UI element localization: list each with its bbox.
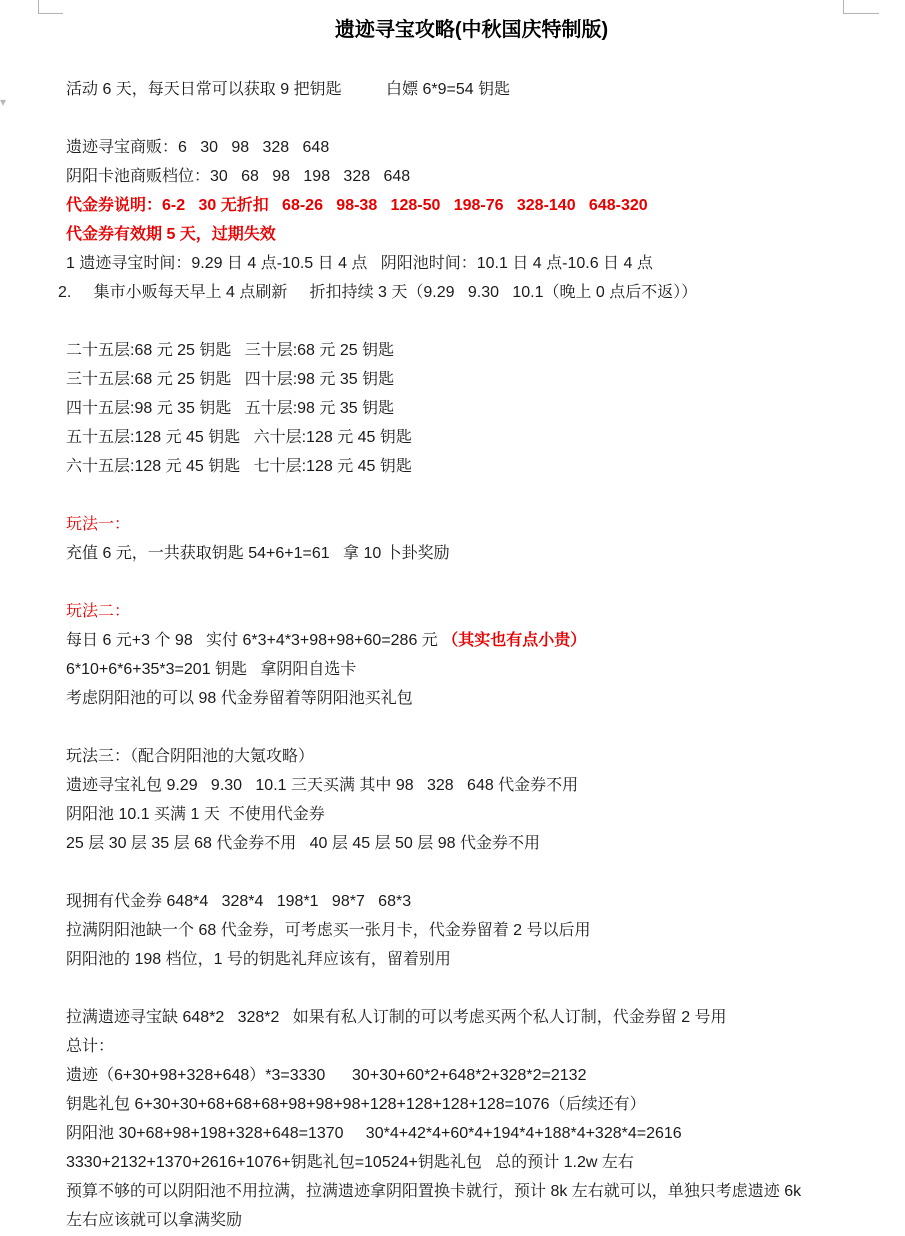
paragraph (66, 365, 877, 394)
text-segment: 三十五层:68 元 25 钥匙 四十层:98 元 35 钥匙 (66, 371, 395, 388)
blank-line (66, 481, 877, 510)
text-segment: 代金券有效期 5 天，过期失效 (66, 226, 276, 243)
collapse-arrow-icon: ▾ (0, 95, 7, 109)
text-segment: 玩法二： (66, 603, 131, 620)
text-boundary-mark-right-icon (843, 0, 879, 14)
blank-line (66, 568, 877, 597)
paragraph (66, 684, 877, 713)
text-segment: 1 遗迹寻宝时间：9.29 日 4 点-10.5 日 4 点 阴阳池时间：10.1 日 4 点-10.6 日 4 点 (66, 255, 653, 272)
paragraph (66, 945, 877, 974)
document-body (0, 75, 905, 1235)
text-segment: 阴阳卡池商贩档位：30 68 98 198 328 648 (66, 168, 411, 185)
paragraph (66, 423, 877, 452)
text-segment: 3330+2132+1370+2616+1076+钥匙礼包=10524+钥匙礼包 总的预计 1.2w 左右 (66, 1154, 634, 1171)
text-boundary-mark-left-icon (38, 0, 63, 14)
paragraph (66, 249, 877, 278)
paragraph (66, 220, 877, 249)
text-segment: 6*10+6*6+35*3=201 钥匙 拿阴阳自选卡 (66, 661, 357, 678)
paragraph (66, 1003, 877, 1032)
paragraph (66, 1177, 877, 1206)
paragraph (66, 452, 877, 481)
paragraph (66, 1032, 877, 1061)
text-segment: 考虑阴阳池的可以 98 代金券留着等阴阳池买礼包 (66, 690, 413, 707)
text-segment: 25 层 30 层 35 层 68 代金券不用 40 层 45 层 50 层 98 代金券不用 (66, 835, 540, 852)
paragraph (66, 191, 877, 220)
paragraph (66, 1061, 877, 1090)
blank-line (66, 974, 877, 1003)
text-segment: 遗迹（6+30+98+328+648）*3=3330 30+30+60*2+648*2+328*2=2132 (66, 1067, 587, 1084)
paragraph (66, 655, 877, 684)
text-segment: 左右应该就可以拿满奖励 (66, 1212, 243, 1229)
text-segment: 阴阳池 10.1 买满 1 天 不使用代金券 (66, 806, 325, 823)
blank-line (66, 858, 877, 887)
text-segment: 四十五层:98 元 35 钥匙 五十层:98 元 35 钥匙 (66, 400, 395, 417)
paragraph (66, 394, 877, 423)
paragraph (66, 510, 877, 539)
paragraph (66, 336, 877, 365)
text-segment: 遗迹寻宝礼包 9.29 9.30 10.1 三天买满 其中 98 328 648 代金券不用 (66, 777, 579, 794)
document-title: 遗迹寻宝攻略(中秋国庆特制版) (334, 19, 609, 41)
text-segment: （其实也有点小贵） (442, 632, 587, 649)
text-segment: 现拥有代金券 648*4 328*4 198*1 98*7 68*3 (66, 893, 412, 910)
paragraph (66, 162, 877, 191)
paragraph (66, 539, 877, 568)
text-segment: 2. 集市小贩每天早上 4 点刷新 折扣持续 3 天（9.29 9.30 10.1（晚上 0 点后不返）） (58, 284, 698, 301)
paragraph (66, 1206, 877, 1235)
text-segment: 总计： (66, 1038, 115, 1055)
paragraph (66, 742, 877, 771)
paragraph (58, 278, 877, 307)
text-segment: 六十五层:128 元 45 钥匙 七十层:128 元 45 钥匙 (66, 458, 412, 475)
paragraph (66, 133, 877, 162)
paragraph (66, 771, 877, 800)
paragraph (66, 887, 877, 916)
text-segment: 拉满阴阳池缺一个 68 代金券，可考虑买一张月卡，代金券留着 2 号以后用 (66, 922, 591, 939)
text-segment: 玩法一： (66, 516, 131, 533)
paragraph (66, 1119, 877, 1148)
paragraph (66, 800, 877, 829)
blank-line (66, 104, 877, 133)
paragraph (66, 916, 877, 945)
text-segment: 活动 6 天，每天日常可以获取 9 把钥匙 白嫖 6*9=54 钥匙 (66, 81, 511, 98)
text-segment: 五十五层:128 元 45 钥匙 六十层:128 元 45 钥匙 (66, 429, 412, 446)
text-segment: 代金券说明：6-2 30 无折扣 68-26 98-38 128-50 198-76 328-140 648-320 (66, 197, 648, 214)
text-segment: 阴阳池 30+68+98+198+328+648=1370 30*4+42*4+60*4+194*4+188*4+328*4=2616 (66, 1125, 682, 1142)
blank-line (66, 307, 877, 336)
paragraph (66, 1090, 877, 1119)
text-segment: 拉满遗迹寻宝缺 648*2 328*2 如果有私人订制的可以考虑买两个私人订制，代金券留 2 号用 (66, 1009, 727, 1026)
text-segment: 钥匙礼包 6+30+30+68+68+68+98+98+98+128+128+128+128=1076（后续还有） (66, 1096, 646, 1113)
text-segment: 充值 6 元，一共获取钥匙 54+6+1=61 拿 10 卜卦奖励 (66, 545, 450, 562)
text-segment: 阴阳池的 198 档位，1 号的钥匙礼拜应该有，留着别用 (66, 951, 451, 968)
text-segment: 遗迹寻宝商贩：6 30 98 328 648 (66, 139, 330, 156)
text-segment: 每日 6 元+3 个 98 实付 6*3+4*3+98+98+60=286 元 (66, 632, 443, 649)
text-segment: 预算不够的可以阴阳池不用拉满，拉满遗迹拿阴阳置换卡就行，预计 8k 左右就可以，单独只考虑遗迹 6k (66, 1183, 802, 1200)
text-segment: 二十五层:68 元 25 钥匙 三十层:68 元 25 钥匙 (66, 342, 395, 359)
blank-line (66, 713, 877, 742)
paragraph (66, 75, 877, 104)
text-segment: 玩法三：（配合阴阳池的大氪攻略） (66, 748, 315, 765)
paragraph (66, 597, 877, 626)
paragraph (66, 1148, 877, 1177)
paragraph (66, 829, 877, 858)
paragraph (66, 626, 877, 655)
